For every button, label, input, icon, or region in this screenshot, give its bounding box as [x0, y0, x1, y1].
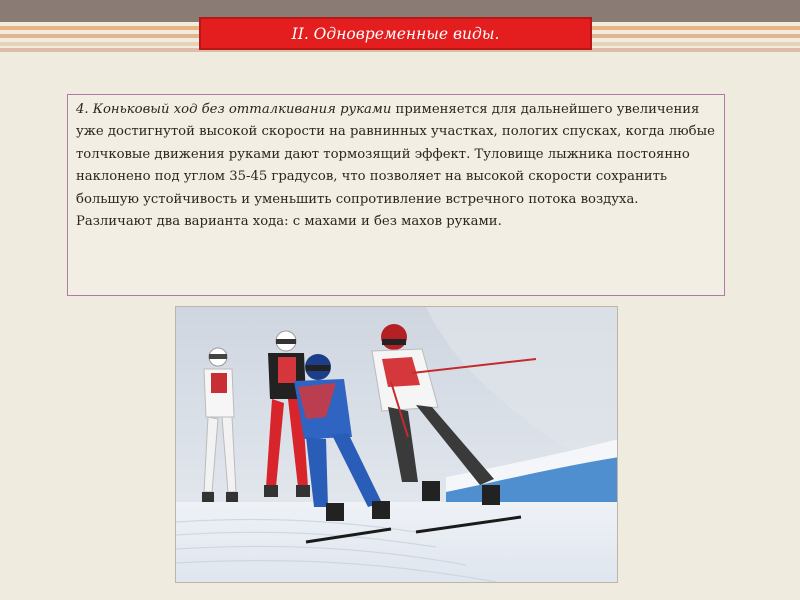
- paragraph-body: применяется для дальнейшего увеличения уже достигнутой высокой скорости на равнинных участках, пологих спусках, когда любые толчковые движения руками дают тормозящий эффект. Туловище лыжника постоянно наклонено под углом 35-45 градусов, что позволяет на высокой скорости сохранить большую устойчивость и уменьшить сопротивление встречного потока воздуха. Различают два варианта хода: с махами и без махов руками.: [76, 102, 715, 230]
- skiers-photo: [175, 306, 618, 583]
- slide-title: II. Одновременные виды.: [291, 24, 500, 43]
- skiers-illustration: [176, 307, 618, 583]
- paragraph-lead: 4. Коньковый ход без отталкивания руками: [76, 102, 392, 117]
- text-box: [67, 94, 725, 296]
- slide-title-box: [199, 17, 592, 50]
